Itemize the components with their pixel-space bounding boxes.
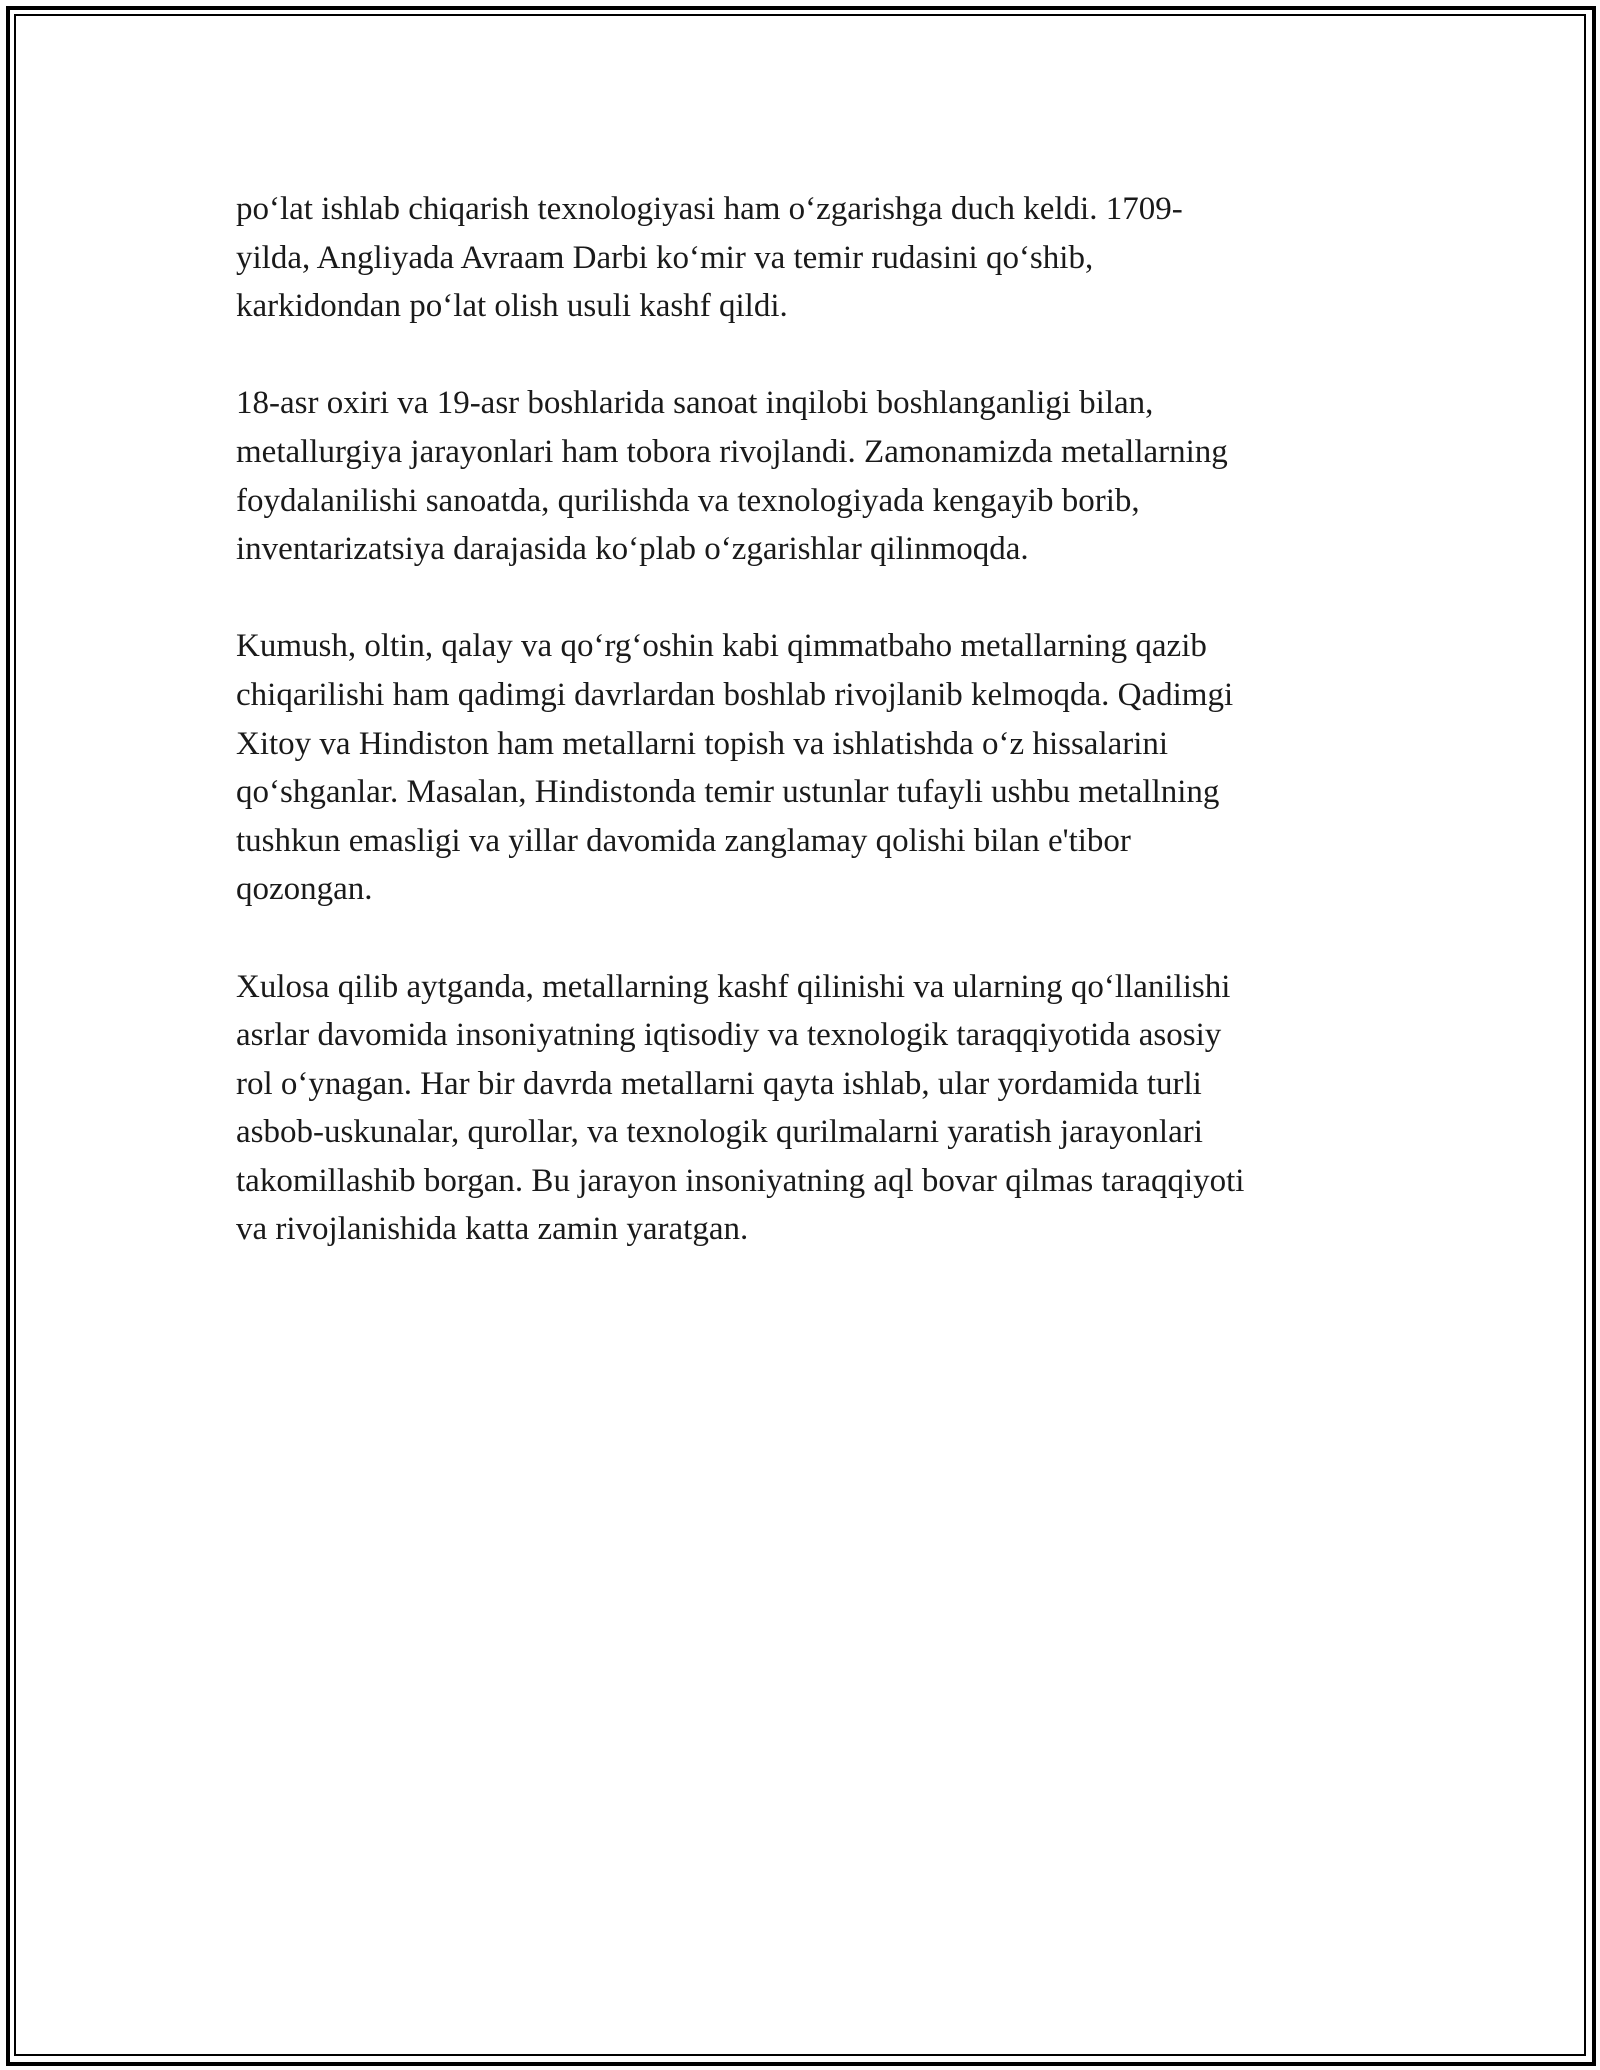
paragraph-conclusion: Xulosa qilib aytganda, metallarning kashf qilinishi va ularning qo‘llanilishi asrlar davomida insoniyatning iqtisodiy va texnologik taraqqiyotida asosiy rol o‘ynagan. Har bir davrda metallarni qayta ishlab, ular yordamida turli asbob-uskunalar, qurollar, va texnologik qurilmalarni yaratish jarayonlari takomillashib borgan. Bu jarayon insoniyatning aql bovar qilmas taraqqiyoti va rivojlanishida katta zamin yaratgan. [236, 968, 1245, 1248]
document-body [236, 185, 1386, 1303]
paragraph-precious-metals: Kumush, oltin, qalay va qo‘rg‘oshin kabi qimmatbaho metallarning qazib chiqarilishi ham qadimgi davrlardan boshlab rivojlanib kelmoqda. Qadimgi Xitoy va Hindiston ham metallarni topish va ishlatishda o‘z hissalarini qo‘shganlar. Masalan, Hindistonda temir ustunlar tufayli ushbu metallning tushkun emasligi va yillar davomida zanglamay qolishi bilan e'tibor qozongan. [236, 628, 1234, 908]
paragraph-steel-technology: po‘lat ishlab chiqarish texnologiyasi ham o‘zgarishga duch keldi. 1709- yilda, Angliyada Avraam Darbi ko‘mir va temir rudasini qo‘shib, karkidondan po‘lat olish usuli kashf qildi. [236, 191, 1183, 325]
paragraph-industrial-revolution: 18-asr oxiri va 19-asr boshlarida sanoat inqilobi boshlanganligi bilan, metallurgiya jarayonlari ham tobora rivojlandi. Zamonamizda metallarning foydalanilishi sanoatda, qurilishda va texnologiyada kengayib borib, inventarizatsiya darajasida ko‘plab o‘zgarishlar qilinmoqda. [236, 385, 1228, 568]
